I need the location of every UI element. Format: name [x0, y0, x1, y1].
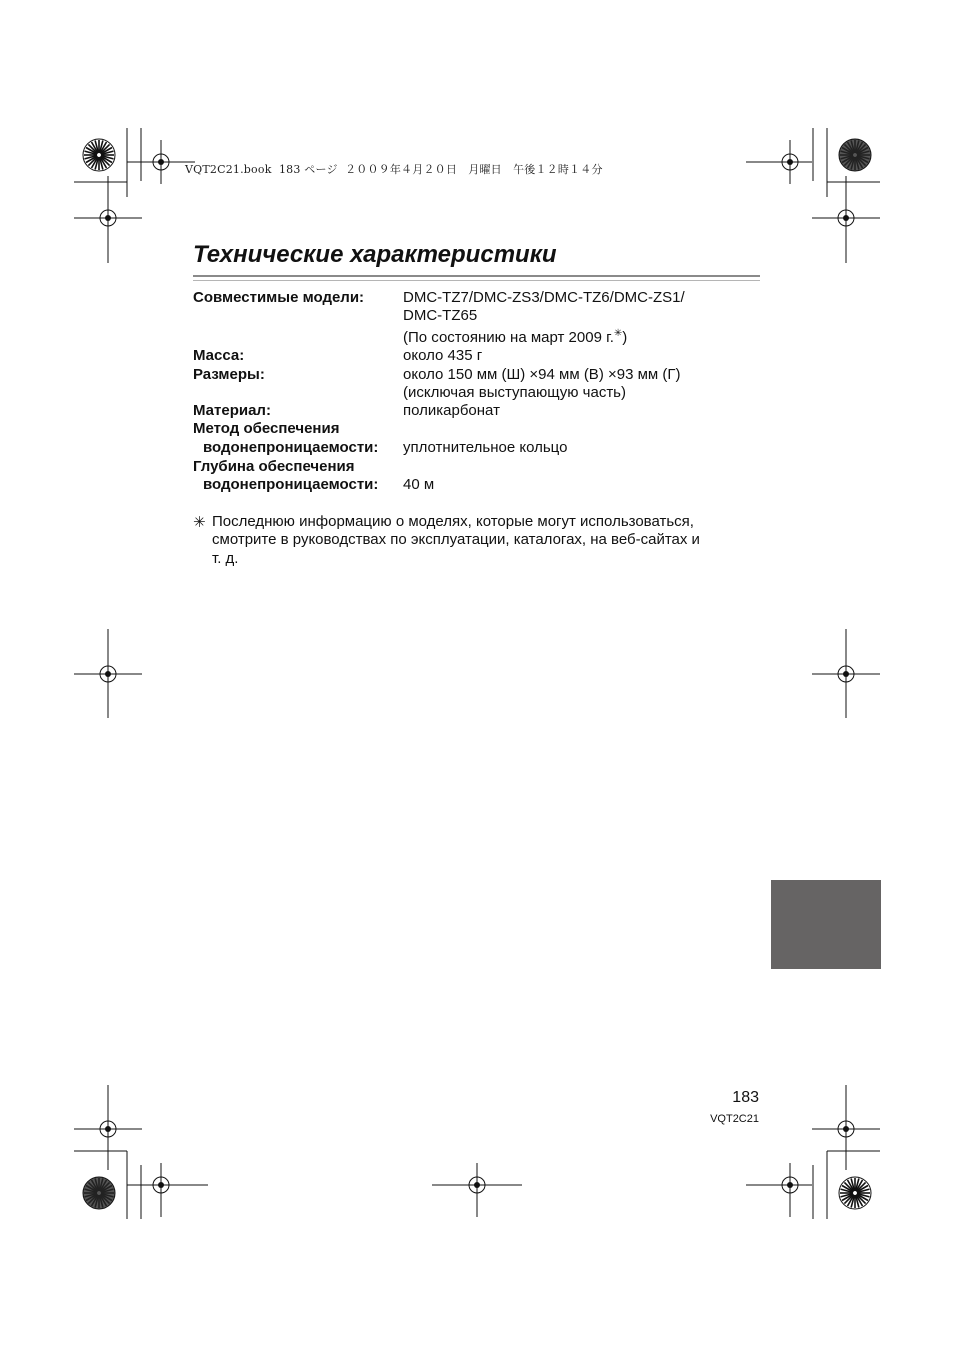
spec-label-mass: Масса: — [193, 347, 245, 364]
spec-label-waterproof-depth-2: водонепроницаемости: — [203, 476, 379, 493]
spec-value-compatible-3-end: ) — [622, 329, 628, 346]
spec-value-waterproof-method: уплотнительное кольцо — [403, 439, 568, 456]
spec-asterisk-mark: ✳ — [613, 328, 623, 339]
spec-value-mass: около 435 г — [403, 347, 483, 364]
header-file-label: VQT2C21.book — [185, 163, 272, 176]
footnote-line-2: смотрите в руководствах по эксплуатации, каталогах, на веб-сайтах и — [212, 531, 700, 548]
spec-value-material: поликарбонат — [403, 402, 500, 419]
spec-value-dimensions-1: около 150 мм (Ш) ×94 мм (В) ×93 мм (Г) — [403, 366, 681, 383]
title-rule — [193, 275, 760, 277]
spec-value-compatible-2: DMC-TZ65 — [403, 307, 478, 324]
spec-label-material: Материал: — [193, 402, 271, 419]
spec-label-waterproof-method-1: Метод обеспечения — [193, 420, 340, 437]
starburst-mark-bl — [83, 1177, 115, 1209]
document-code: VQT2C21 — [710, 1113, 759, 1125]
spec-label-waterproof-method-2: водонепроницаемости: — [203, 439, 379, 456]
print-header — [185, 161, 603, 177]
starburst-mark-tr — [839, 139, 871, 171]
starburst-mark-tl — [83, 139, 115, 171]
footnote-asterisk-mark: ✳ — [193, 514, 206, 531]
section-tab-block — [771, 880, 881, 969]
spec-value-compatible-3 — [403, 328, 627, 346]
spec-value-dimensions-2: (исключая выступающую часть) — [403, 384, 626, 401]
page-number: 183 — [732, 1089, 759, 1106]
page-title: Технические характеристики — [193, 241, 557, 268]
header-page-label: 183 ページ — [278, 163, 338, 176]
spec-label-compatible: Совместимые модели: — [193, 289, 365, 306]
spec-label-dimensions: Размеры: — [193, 366, 265, 383]
starburst-mark-br — [839, 1177, 871, 1209]
footnote-line-3: т. д. — [212, 550, 239, 567]
spec-value-compatible-1: DMC-TZ7/DMC-ZS3/DMC-TZ6/DMC-ZS1/ — [403, 289, 685, 306]
spec-value-compatible-3-text: (По состоянию на март 2009 г. — [403, 329, 614, 346]
header-date-label: ２００９年４月２０日 月曜日 午後１２時１４分 — [345, 163, 603, 176]
spec-label-waterproof-depth-1: Глубина обеспечения — [193, 458, 355, 475]
title-rule-thin — [193, 280, 760, 281]
spec-value-waterproof-depth: 40 м — [403, 476, 435, 493]
footnote-line-1: Последнюю информацию о моделях, которые могут использоваться, — [212, 513, 694, 530]
